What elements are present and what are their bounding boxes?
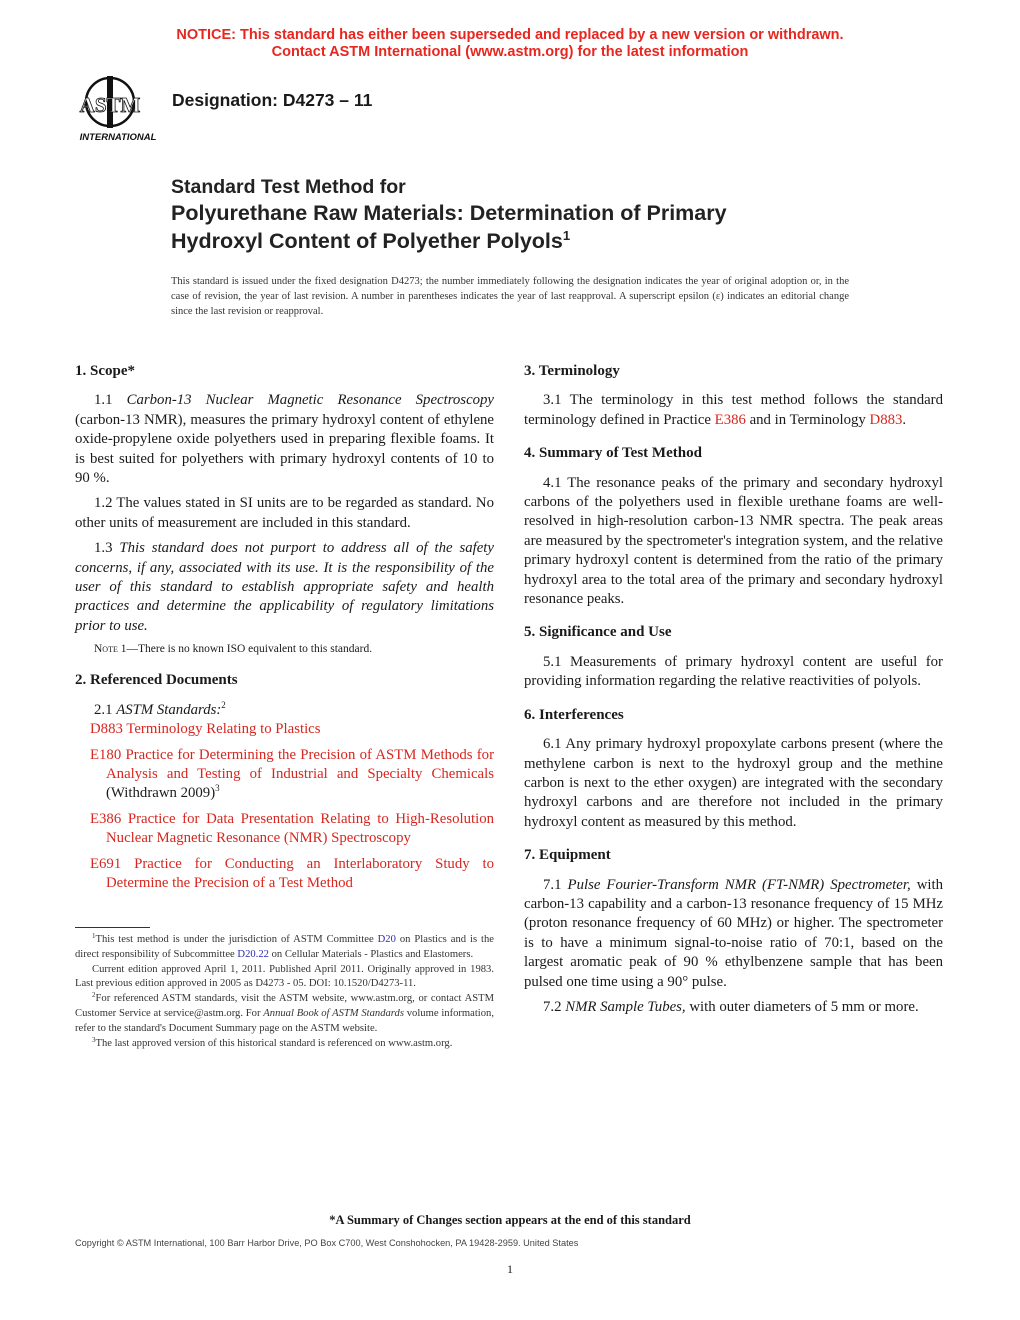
interferences-6-1: 6.1 Any primary hydroxyl propoxylate carbons present (where the methylene carbon is next to the hydroxyl group and the methine carbon is next to the ether oxygen) are integrated with the secondary hydroxyl carbons and are therefore not included in the primary hydroxyl content as measured by this method. <box>524 736 943 830</box>
fn1-text-b: on Plastics and is the direct responsibility of Subcommittee <box>75 934 494 960</box>
section-summary-heading: 4. Summary of Test Method <box>524 445 702 462</box>
logo-text: ASTM <box>79 93 141 117</box>
ref-item[interactable] <box>75 720 494 739</box>
fn2-text-a: For referenced ASTM standards, visit the ASTM website, www.astm.org, or contact ASTM Customer Service at service@astm.org. For <box>75 993 494 1019</box>
astm-logo-icon <box>72 72 164 148</box>
ref-item[interactable] <box>75 855 494 894</box>
fn2-text-b: volume information, refer to the standard's Document Summary page on the ASTM website. <box>75 1007 494 1034</box>
term-text-b: and in Terminology <box>745 411 870 428</box>
summary-of-changes-note: *A Summary of Changes section appears at the end of this standard <box>329 1213 691 1227</box>
footnote-mark: 1 <box>92 932 96 940</box>
footnotes <box>75 933 494 1051</box>
left-column <box>75 362 494 899</box>
title-line-1: Standard Test Method for <box>171 176 406 198</box>
refdocs-italic: ASTM Standards: <box>116 701 222 718</box>
equipment-7-2-text: with outer diameters of 5 mm or more. <box>689 998 919 1015</box>
equipment-7-2-italic: NMR Sample Tubes, <box>565 998 686 1015</box>
fn2-italic: Annual Book of ASTM Standards <box>263 1007 404 1019</box>
ref-title-link[interactable]: Terminology Relating to Plastics <box>126 721 321 738</box>
para-num: 1.1 <box>94 392 113 409</box>
footnote-1 <box>75 933 494 963</box>
note-1 <box>75 642 494 657</box>
refdocs-2-1 <box>75 701 494 720</box>
ref-code-link[interactable]: E180 <box>90 746 122 763</box>
section-significance-heading: 5. Significance and Use <box>524 624 672 641</box>
fn3-text: The last approved version of this historical standard is referenced on www.astm.org. <box>95 1037 453 1049</box>
term-text-a: 3.1 The terminology in this test method follows the standard terminology defined in Practice <box>524 392 943 428</box>
ref-item[interactable] <box>75 810 494 849</box>
ref-item[interactable] <box>75 746 494 804</box>
scope-1-3 <box>75 539 494 636</box>
ref-code-link[interactable]: E386 <box>90 810 122 827</box>
equipment-7-2 <box>524 998 943 1017</box>
logo-subtext: INTERNATIONAL <box>79 132 157 143</box>
footnote-mark: 3 <box>92 1035 96 1044</box>
para-num: 7.2 <box>543 998 562 1015</box>
significance-5-1: 5.1 Measurements of primary hydroxyl content are useful for providing information regarding the relative reactivities of polyols. <box>524 653 943 690</box>
subcommittee-link[interactable]: D20.22 <box>237 948 269 960</box>
footnote-1-edition: Current edition approved April 1, 2011. Published April 2011. Originally approved in 1983. Last previous edition approved in 2005 as D4273 - 05. DOI: 10.1520/D4273-11. <box>75 963 494 990</box>
section-terminology-heading: 3. Terminology <box>524 363 620 379</box>
summary-4-1: 4.1 The resonance peaks of the primary and secondary hydroxyl carbons of the polyethers used in flexible urethane foams are well-resolved in high-resolution carbon-13 NMR spectra. The peak areas are measured by the spectrometer's integration system, and the relative primary hydroxyl content is determined from the ratio of the primary hydroxyl area to the total area of the primary and secondary hydroxyl resonance peaks. <box>524 474 943 608</box>
ref-suffix: (Withdrawn 2009) <box>106 785 216 802</box>
copyright: Copyright © ASTM International, 100 Barr Harbor Drive, PO Box C700, West Conshohocken, PA 19428-2959. United States <box>75 1238 579 1248</box>
equipment-7-1 <box>524 876 943 992</box>
term-text-c: . <box>902 411 907 428</box>
right-column <box>524 362 943 1023</box>
d883-link[interactable]: D883 <box>869 411 903 428</box>
scope-1-3-italic: This standard does not purport to address all of the safety concerns, if any, associated with its use. It is the responsibility of the user of this standard to establish appropriate safety and health practices and determine the applicability of regulatory limitations prior to use. <box>75 540 494 634</box>
footnote-ref-3[interactable]: 3 <box>215 783 220 794</box>
scope-1-2: 1.2 The values stated in SI units are to be regarded as standard. No other units of measurement are included in this standard. <box>75 495 494 531</box>
para-num: 2.1 <box>94 701 113 718</box>
title-line-2: Polyurethane Raw Materials: Determination of Primary <box>171 201 727 225</box>
note-label: Note 1 <box>94 643 127 656</box>
notice-line-2: Contact ASTM International (www.astm.org) for the latest information <box>271 44 749 60</box>
page-number: 1 <box>507 1262 513 1276</box>
ref-title-link[interactable]: Practice for Data Presentation Relating to High-Resolution Nuclear Magnetic Resonance (NMR) Spectroscopy <box>106 810 495 847</box>
footnote-2 <box>75 992 494 1036</box>
scope-1-1 <box>75 391 494 488</box>
ref-title-link[interactable]: Practice for Determining the Precision of ASTM Methods for Analysis and Testing of Industrial and Specialty Chemicals <box>106 746 495 782</box>
ref-code-link[interactable]: E691 <box>90 855 122 872</box>
committee-link[interactable]: D20 <box>377 934 396 945</box>
preamble: This standard is issued under the fixed designation D4273; the number immediately following the designation indicates the year of original adoption or, in the case of revision, the year of last revision. A number in parentheses indicates the year of last reapproval. A superscript epsilon (ε) indicates an editorial change since the last revision or reapproval. <box>171 276 849 318</box>
title-line-3 <box>171 227 727 255</box>
document-title <box>171 175 727 255</box>
withdrawal-notice <box>0 27 1020 61</box>
designation: Designation: D4273 – 11 <box>172 90 373 110</box>
section-equipment-heading: 7. Equipment <box>524 847 611 864</box>
scope-1-1-italic: Carbon-13 Nuclear Magnetic Resonance Spectroscopy <box>126 392 495 409</box>
ref-code-link[interactable]: D883 <box>90 721 123 738</box>
para-num: 7.1 <box>543 876 562 893</box>
footnote-mark: 2 <box>92 991 96 1000</box>
footnote-divider <box>75 927 150 928</box>
e386-link[interactable]: E386 <box>714 411 746 428</box>
equipment-7-1-text: with carbon-13 capability and a carbon-13 resonance frequency of 15 MHz (proton resonance frequency of 60 MHz) or higher. The spectrometer is to have a minimum signal-to-noise ratio of 70:1, based on the largest aromatic peak of 90 % ethylbenzene sample that has been pulsed one time using a 90° pulse. <box>524 876 943 990</box>
note-text: —There is no known ISO equivalent to this standard. <box>126 643 373 656</box>
fn1-text-a: This test method is under the jurisdiction of ASTM Committee <box>95 934 378 945</box>
section-scope-heading: 1. Scope* <box>75 363 135 379</box>
title-line-3-text: Hydroxyl Content of Polyether Polyols <box>171 229 563 253</box>
notice-line-1: NOTICE: This standard has either been superseded and replaced by a new version or withdrawn. <box>176 27 844 43</box>
footnote-ref-2[interactable]: 2 <box>221 699 226 710</box>
fn1-text-c: on Cellular Materials - Plastics and Elastomers. <box>268 948 474 960</box>
footnote-3 <box>75 1037 494 1052</box>
equipment-7-1-italic: Pulse Fourier-Transform NMR (FT-NMR) Spectrometer, <box>567 876 911 893</box>
para-num: 1.3 <box>94 540 113 557</box>
ref-title-link[interactable]: Practice for Conducting an Interlaboratory Study to Determine the Precision of a Test Method <box>106 855 494 891</box>
scope-1-1-text: (carbon-13 NMR), measures the primary hydroxyl content of ethylene oxide-propylene oxide polyethers used in preparing flexible foams. It is best suited for polyethers with primary hydroxyl contents of 10 to 90 %. <box>75 411 494 487</box>
section-refdocs-heading: 2. Referenced Documents <box>75 672 238 689</box>
section-interferences-heading: 6. Interferences <box>524 706 624 723</box>
title-footnote-mark[interactable]: 1 <box>562 228 571 243</box>
terminology-3-1 <box>524 391 943 430</box>
